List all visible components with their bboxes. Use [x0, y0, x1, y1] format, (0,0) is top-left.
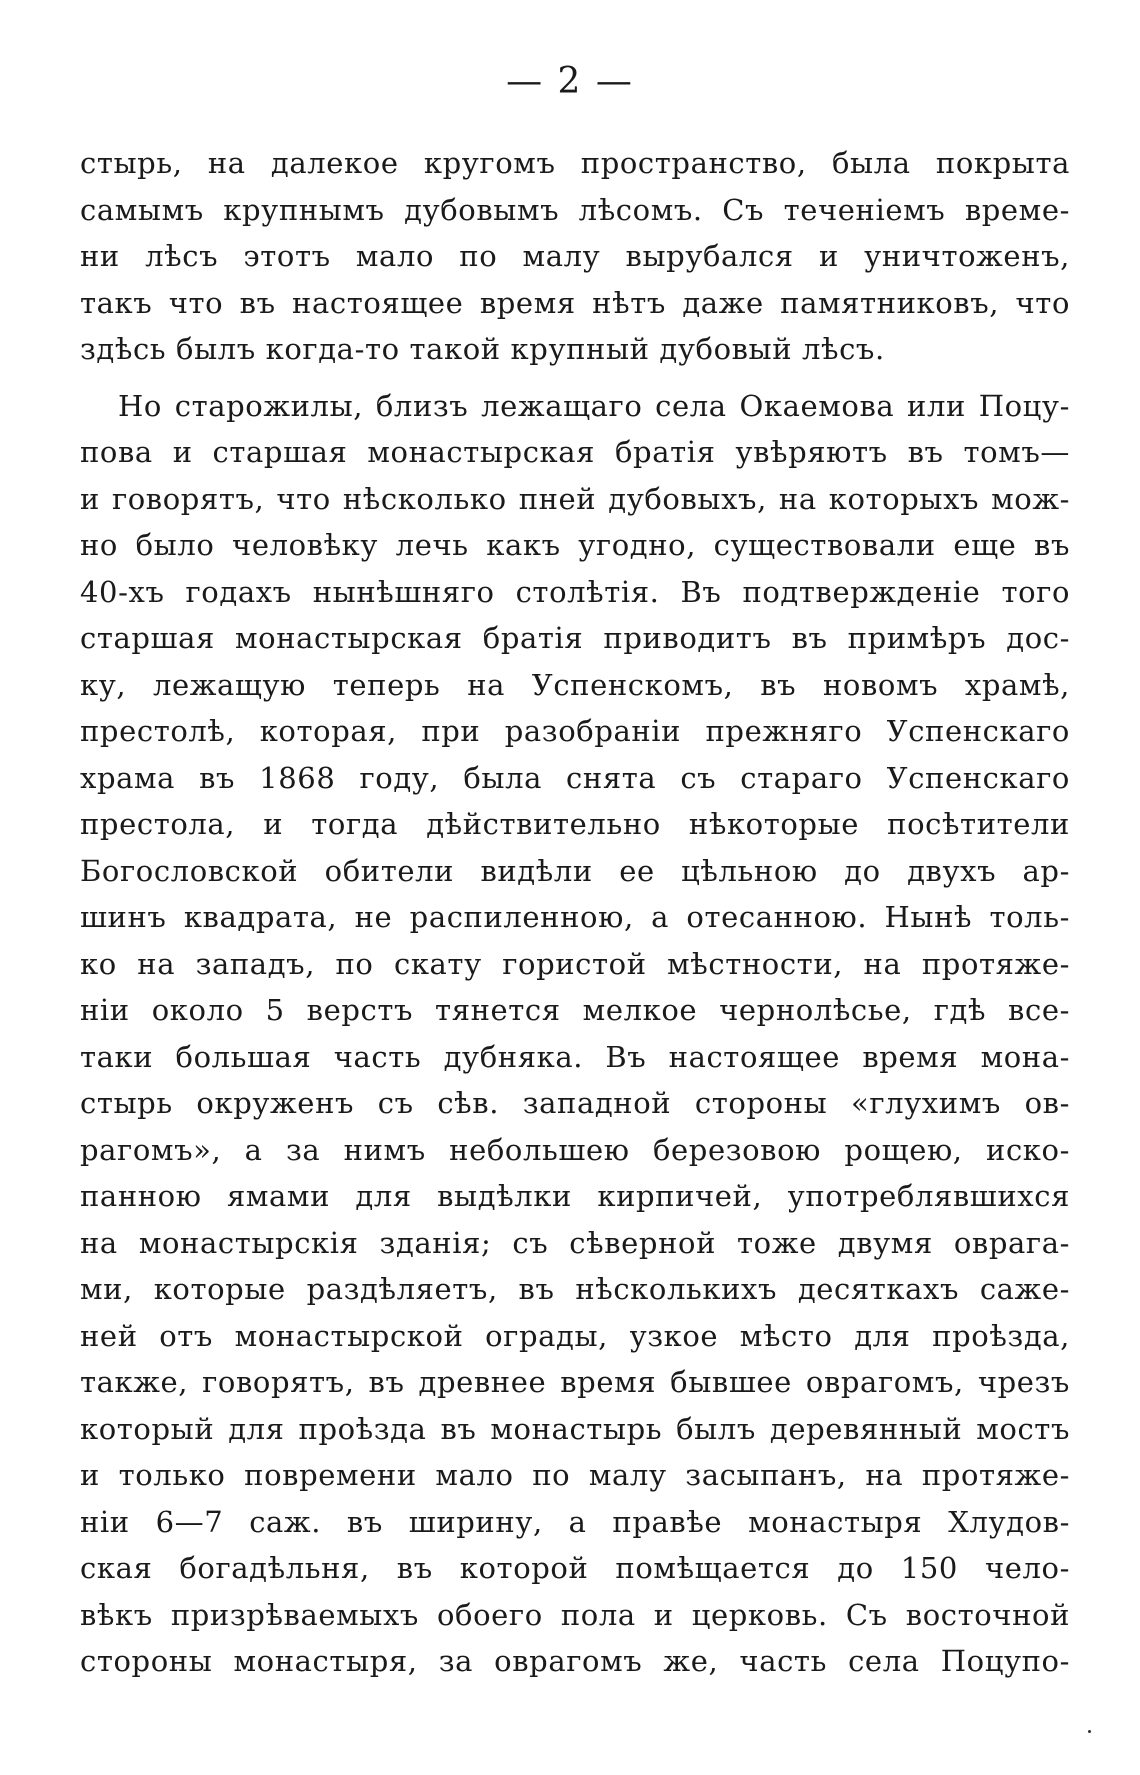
text-line: но было человѣку лечь какъ угодно, существовали еще въ [80, 528, 1070, 562]
text-line: ніи около 5 верстъ тянется мелкое чернолѣсье, гдѣ все- [80, 993, 1070, 1027]
text-line: такъ что въ настоящее время нѣтъ даже памятниковъ, что [80, 285, 1070, 320]
text-line: Богословской обители видѣли ее цѣльною до двухъ ар- [80, 853, 1070, 888]
text-line: стырь окруженъ съ сѣв. западной стороны «глухимъ ов- [80, 1086, 1070, 1120]
text-line: ми, которые раздѣляетъ, въ нѣсколькихъ десяткахъ саже- [80, 1272, 1070, 1306]
text-line: шинъ квадрата, не распиленною, а отесанною. Нынѣ толь- [80, 900, 1070, 934]
text-line: здѣсь былъ когда-то такой крупный дубовый лѣсъ. [80, 332, 885, 366]
text-line: также, говорятъ, въ древнее время бывшее оврагомъ, чрезъ [80, 1365, 1070, 1399]
page-number: — 2 — [506, 61, 634, 102]
text-line: престолѣ, которая, при разобраніи прежняго Успенскаго [80, 714, 1070, 748]
text-line: ская богадѣльня, въ которой помѣщается до 150 чело- [80, 1551, 1070, 1585]
print-speck [1088, 1730, 1091, 1733]
text-line: стороны монастыря, за оврагомъ же, часть села Поцупо- [80, 1644, 1070, 1678]
paragraph-gap [80, 373, 1070, 383]
text-line: храма въ 1868 году, была снята съ стараго Успенскаго [80, 760, 1070, 795]
text-line: вѣкъ призрѣваемыхъ обоего пола и церковь. Съ восточной [80, 1597, 1070, 1632]
paragraph-2 [80, 383, 1070, 1685]
text-line: который для проѣзда въ монастырь былъ деревянный мостъ [80, 1411, 1070, 1446]
text-line: панною ямами для выдѣлки кирпичей, употреблявшихся [80, 1179, 1070, 1213]
text-line: ней отъ монастырской ограды, узкое мѣсто для проѣзда, [80, 1318, 1070, 1353]
text-line: пова и старшая монастырская братія увѣряютъ въ томъ— [80, 435, 1070, 469]
text-line: 40-хъ годахъ нынѣшняго столѣтія. Въ подтвержденіе того [80, 574, 1070, 609]
text-line: на монастырскія зданія; съ сѣверной тоже двумя овpага- [80, 1225, 1070, 1260]
body-text [80, 140, 1070, 1685]
text-line: стырь, на далекое кругомъ пространство, была покрыта [80, 146, 1070, 180]
text-line: рагомъ», а за нимъ небольшею березовою рощею, иско- [80, 1132, 1070, 1167]
text-line: ни лѣсъ этотъ мало по малу вырубался и уничтоженъ, [80, 239, 1070, 273]
text-line: таки большая часть дубняка. Въ настоящее время мона- [80, 1039, 1070, 1074]
text-line: престола, и тогда дѣйствительно нѣкоторые посѣтители [80, 807, 1070, 841]
paragraph-1 [80, 140, 1070, 373]
text-line: ку, лежащую теперь на Успенскомъ, въ новомъ храмѣ, [80, 667, 1070, 702]
text-line: старшая монастырская братія приводитъ въ примѣръ дос- [80, 621, 1070, 655]
text-line: самымъ крупнымъ дубовымъ лѣсомъ. Съ теченіемъ време- [80, 192, 1070, 227]
text-line: ніи 6—7 саж. въ ширину, а правѣе монастыря Хлудов- [80, 1504, 1070, 1539]
text-line: и только повремени мало по малу засыпанъ, на протяже- [80, 1458, 1070, 1492]
text-line: Но старожилы, близъ лежащаго села Окаемова или Поцу- [118, 388, 1070, 423]
text-line: и говорятъ, что нѣсколько пней дубовыхъ, на которыхъ мож- [80, 481, 1070, 516]
text-line: ко на западъ, по скату гористой мѣстности, на протяже- [80, 946, 1070, 981]
